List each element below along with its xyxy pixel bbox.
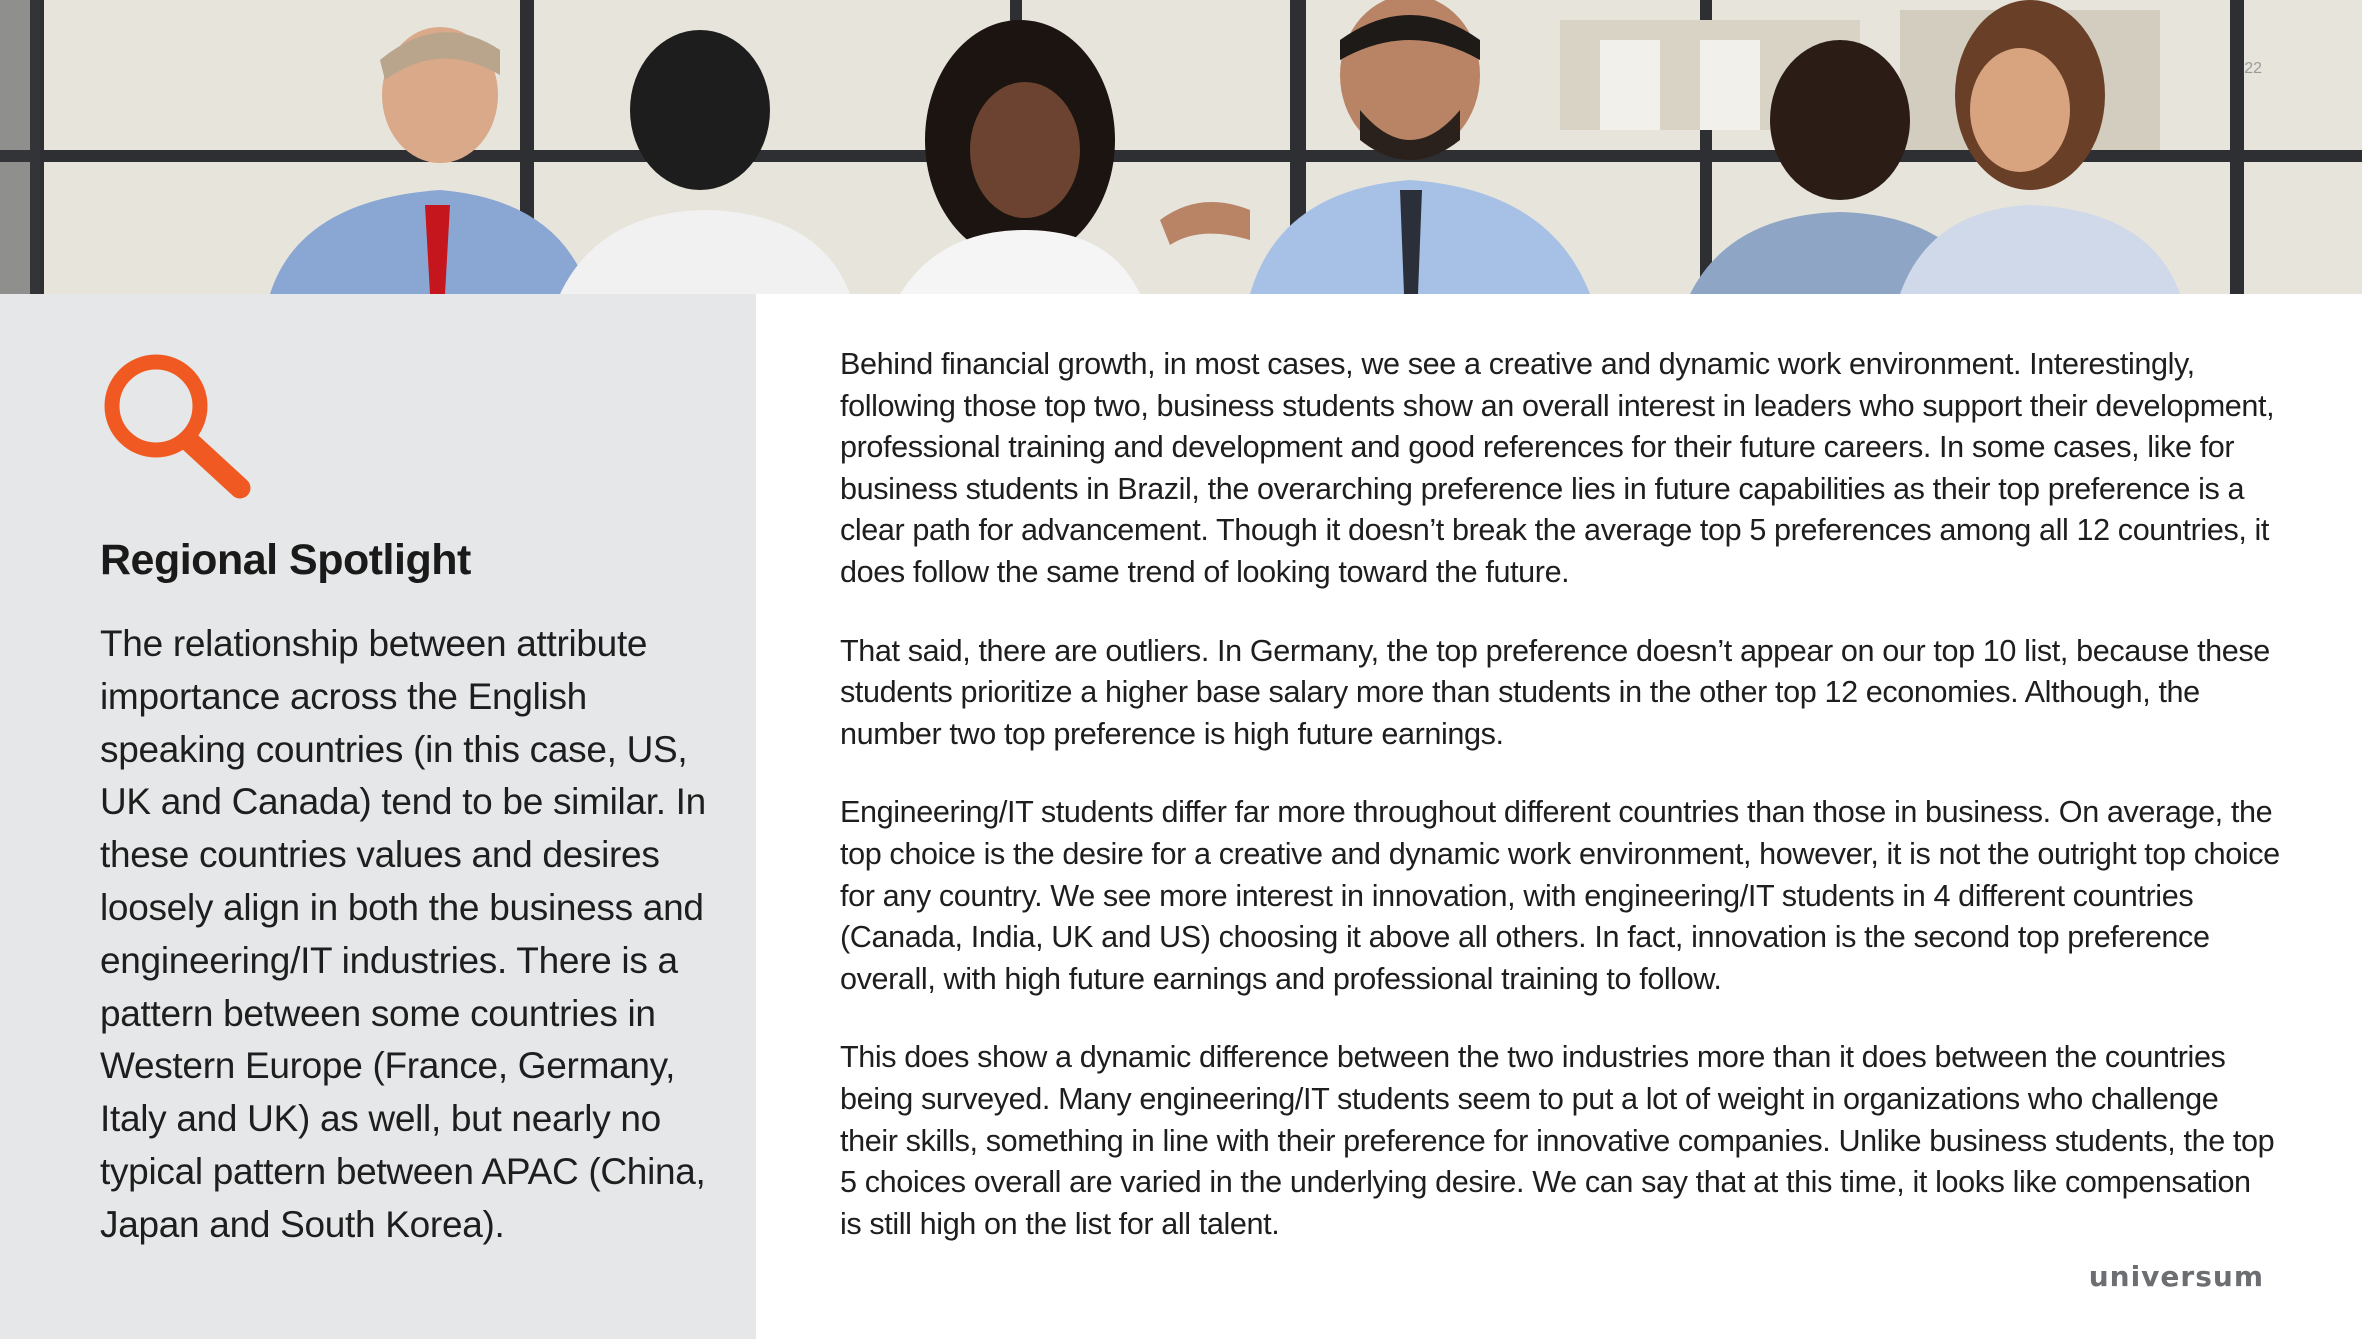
- body-text: [840, 344, 2280, 1282]
- body-paragraph-3: Engineering/IT students differ far more throughout different countries than those in business. On average, the top choice is the desire for a creative and dynamic work environment, however, it is not the outright top choice for any country. We see more interest in innovation, with engineering/IT students in 4 different countries (Canada, India, UK and US) choosing it above all others. In fact, innovation is the second top preference overall, with high future earnings and professional training to follow.: [840, 795, 2280, 996]
- header-photo: [0, 0, 2362, 294]
- universum-logo: universum: [2088, 1260, 2264, 1293]
- body-paragraph-2: That said, there are outliers. In Germany, the top preference doesn’t appear on our top 10 list, because these students prioritize a higher base salary more than students in the other top 12 economies. Although, the number two top preference is high future earnings.: [840, 633, 2270, 751]
- magnifier-icon: [98, 348, 254, 504]
- body-paragraph-1: Behind financial growth, in most cases, we see a creative and dynamic work environment. Interestingly, following those top two, business students show an overall interest in leaders who support their development, professional training and development and good references for their future careers. In some cases, like for business students in Brazil, the overarching preference lies in future capabilities as their top preference is a clear path for advancement. Though it doesn’t break the average top 5 preferences among all 12 countries, it does follow the same trend of looking toward the future.: [840, 347, 2275, 589]
- spotlight-text: The relationship between attribute importance across the English speaking countries (in this case, US, UK and Canada) tend to be similar. In these countries values and desires loosely align in both the business and engineering/IT industries. There is a pattern between some countries in Western Europe (France, Germany, Italy and UK) as well, but nearly no typical pattern between APAC (China, Japan and South Korea).: [100, 623, 706, 1245]
- meeting-photo-illustration: [0, 0, 2362, 294]
- body-paragraph-4: This does show a dynamic difference between the two industries more than it does between the countries being surveyed. Many engineering/IT students seem to put a lot of weight in organizations who challenge their skills, something in line with their preference for innovative companies. Unlike business students, the top 5 choices overall are varied in the underlying desire. We can say that at this time, it looks like compensation is still high on the list for all talent.: [840, 1040, 2275, 1241]
- spotlight-title: Regional Spotlight: [100, 536, 471, 584]
- page-number: 22: [2244, 60, 2262, 77]
